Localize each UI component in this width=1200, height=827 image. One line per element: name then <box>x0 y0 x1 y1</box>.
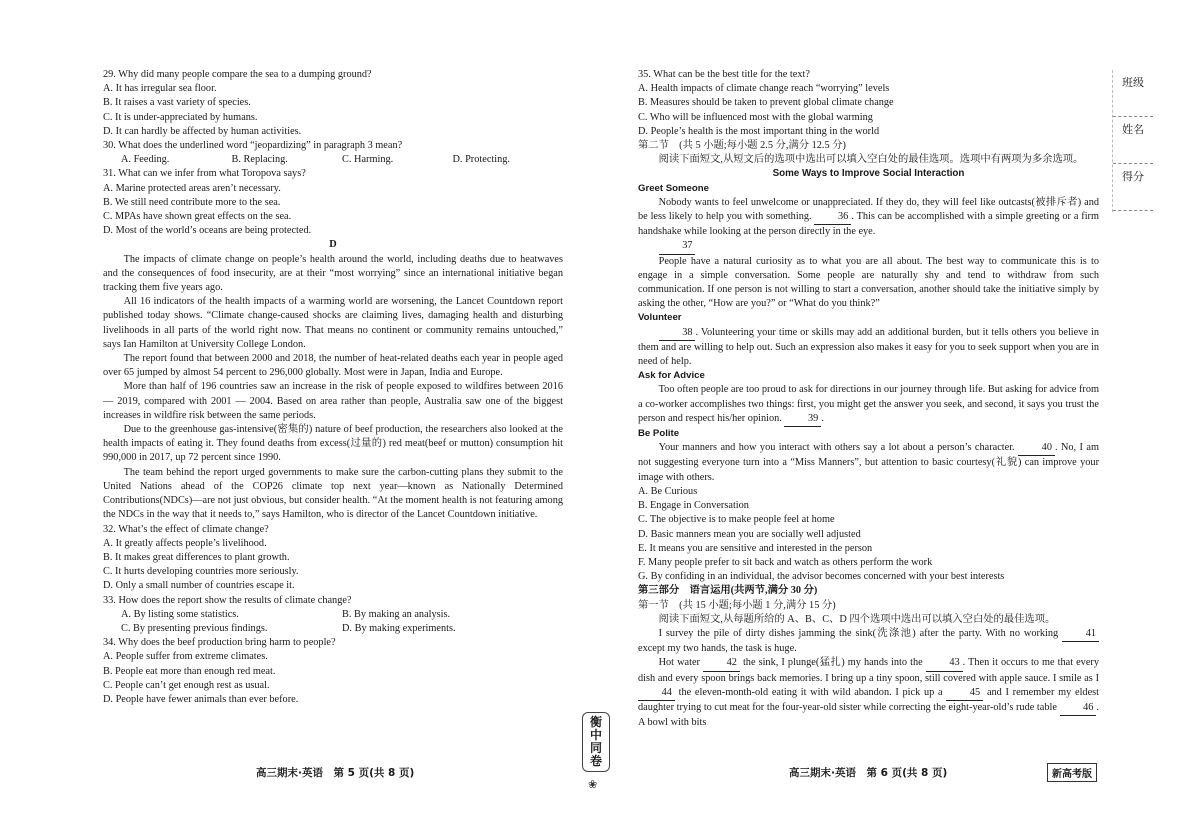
blank-45: 45 <box>946 686 983 701</box>
question-35: 35. What can be the best title for the text? <box>638 69 810 80</box>
edition-badge: 新高考版 <box>1047 763 1097 782</box>
question-32: 32. What’s the effect of climate change? <box>103 523 269 535</box>
paragraph-text: and I remember my eldest daughter trying to cut meat for the four-year-old sister while correcting the eight-year-old’s rude table <box>638 686 1100 713</box>
blank-42: 42 <box>703 656 740 671</box>
q29-option-a: A. It has irregular sea floor. <box>103 83 217 95</box>
paragraph-text: Your manners and how you interact with others say a lot about a person’s character. <box>658 442 1015 454</box>
q33-option-a: A. By listing some statistics. <box>121 608 239 620</box>
blank-40: 40 <box>1018 441 1055 456</box>
blank-44: 44 <box>638 686 675 701</box>
q35-option-c: C. Who will be influenced most with the global warming <box>638 111 873 123</box>
q35-option-d: D. People’s health is the most important thing in the world <box>638 125 880 137</box>
ornament-icon: ❀ <box>588 779 598 791</box>
q32-option-a: A. It greatly affects people’s livelihood. <box>103 537 267 549</box>
q31-option-d: D. Most of the world’s oceans are being protected. <box>103 225 312 237</box>
q33-option-d: D. By making experiments. <box>342 622 456 634</box>
question-31: 31. What can we infer from what Toropova says? <box>103 168 306 180</box>
part-3-heading: 第三部分 语言运用(共两节,满分 30 分) <box>638 585 818 597</box>
passage-paragraph: The impacts of climate change on people’s health around the world, including deaths due to heatwaves and the consequences of food insecurity, are at their “most worrying” since an international initiative began tracking them five years ago. <box>103 253 563 294</box>
q31-option-a: A. Marine protected areas aren’t necessary. <box>103 182 281 194</box>
q29-option-b: B. It raises a vast variety of species. <box>103 97 251 109</box>
paragraph-text: the eleven-month-old eating it with wild abandon. I pick up a <box>678 686 943 698</box>
q31-option-c: C. MPAs have shown great effects on the sea. <box>103 211 292 223</box>
name-field[interactable]: 姓名 <box>1113 117 1153 164</box>
passage-paragraph: Due to the greenhouse gas-intensive(密集的) nature of beef production, the researchers also looked at the health impacts of eating it. They found deaths from excess(过量的) red meat(beef or mutton) consumption hit 990,000 in 2017, up 72 percent since 1990. <box>103 424 563 464</box>
passage-paragraph <box>638 196 1099 240</box>
q30-option-c: C. Harming. <box>342 154 394 166</box>
choice-e: E. It means you are sensitive and interested in the person <box>638 542 873 554</box>
blank-43: 43 <box>926 656 963 671</box>
question-34: 34. Why does the beef production bring harm to people? <box>103 637 336 649</box>
blank-36: 36 <box>814 210 851 225</box>
paragraph-text: except my two hands, the task is huge. <box>638 643 797 655</box>
choice-c: C. The objective is to make people feel at home <box>638 514 835 526</box>
paragraph-text: I survey the pile of dirty dishes jamming the sink(洗涤池) after the party. With no working <box>658 627 1059 639</box>
left-column <box>103 68 563 707</box>
paragraph-text: . No, I am not suggesting everyone turn into a “Miss Manners”, but attention to basic courtesy(礼貌) can improve your image with others. <box>638 442 1099 483</box>
student-info-box <box>1113 70 1153 210</box>
choice-b: B. Engage in Conversation <box>638 500 749 512</box>
question-30: 30. What does the underlined word “jeopardizing” in paragraph 3 mean? <box>103 140 403 152</box>
paragraph-text: Nobody wants to feel unwelcome or unappreciated. If they do, they will feel like outcasts(被排斥者) and be less likely to help you with something. <box>638 196 1099 223</box>
choice-a: A. Be Curious <box>638 485 698 497</box>
passage-paragraph: All 16 indicators of the health impacts of a warming world are worsening, the Lancet Countdown report published today shows. “Climate change-caused shocks are claiming lives, damaging health and disturbing livelihoods in all parts of the world right now. That means no continent or community remains untouched,” says Ian Hamilton at University College London. <box>103 296 563 350</box>
q32-option-b: B. It makes great differences to plant growth. <box>103 551 290 563</box>
question-29: 29. Why did many people compare the sea to a dumping ground? <box>103 69 372 80</box>
blank-38: 38 <box>659 326 696 341</box>
q34-option-b: B. People eat more than enough red meat. <box>103 665 276 677</box>
passage-paragraph <box>638 441 1099 485</box>
choice-g: G. By confiding in an individual, the advisor becomes concerned with your best interests <box>638 571 1005 583</box>
right-column <box>638 68 1099 730</box>
section-d-heading: D <box>329 239 337 251</box>
q30-options <box>121 153 563 167</box>
passage-paragraph <box>638 326 1099 370</box>
choice-d: D. Basic manners mean you are socially well adjusted <box>638 528 861 540</box>
subheading-advice: Ask for Advice <box>638 370 705 382</box>
section-2-heading: 第二节 (共 5 小题;每小题 2.5 分,满分 12.5 分) <box>638 140 846 152</box>
paragraph-text: the sink, I plunge(猛扎) my hands into the <box>742 657 923 669</box>
publisher-stamp: 衡 中 同 卷 <box>582 712 610 772</box>
q29-option-d: D. It can hardly be affected by human activities. <box>103 125 302 137</box>
q34-option-d: D. People have fewer animals than ever before. <box>103 693 299 705</box>
cloze-paragraph <box>638 656 1099 730</box>
choice-f: F. Many people prefer to sit back and watch as others perform the work <box>638 556 933 568</box>
subheading-greet: Greet Someone <box>638 182 709 194</box>
paragraph-text: . A bowl with bits <box>638 701 1099 729</box>
paragraph-text: Too often people are too proud to ask for directions in our journey through life. But asking for advice from a co-worker accomplishes two things: first, you might get the answer you seek, and second, it says you trust the person and respect his/her opinion. <box>638 384 1099 424</box>
q33-options <box>121 608 563 636</box>
q33-option-c: C. By presenting previous findings. <box>121 622 268 634</box>
cloze-paragraph <box>638 627 1099 656</box>
question-33: 33. How does the report show the results of climate change? <box>103 594 352 606</box>
q32-option-c: C. It hurts developing countries more seriously. <box>103 566 299 578</box>
q30-option-a: A. Feeding. <box>121 154 170 166</box>
q29-option-c: C. It is under-appreciated by humans. <box>103 111 258 123</box>
q35-option-a: A. Health impacts of climate change reach “worrying” levels <box>638 83 890 95</box>
paragraph-text: . This can be accomplished with a simple greeting or a firm handshake while looking at the person directly in the eye. <box>638 211 1099 238</box>
q32-option-d: D. Only a small number of countries escape it. <box>103 580 295 592</box>
subheading-volunteer: Volunteer <box>638 312 682 324</box>
paragraph-text: . Volunteering your time or skills may add an additional burden, but it tells others you believe in them and are willing to help out. Such an expression also makes it easy for you to seek support when you are in need of help. <box>638 326 1099 368</box>
passage-paragraph: People have a natural curiosity as to what you are all about. The best way to communicate this is to engage in a simple conversation. Some people are naturally shy and tend to withdraw from such communication. If one person is not willing to start a conversation, another should take the initiative simply by asking the other, “How are you?” or “What do you think?” <box>638 255 1099 310</box>
paragraph-text: . Then it occurs to me that every dish and every spoon brings back memories. I bring up a tiny spoon, still covered with apple sauce. I smile as I <box>638 657 1099 684</box>
q30-option-b: B. Replacing. <box>231 154 288 166</box>
blank-41: 41 <box>1062 627 1099 642</box>
q31-option-b: B. We still need contribute more to the sea. <box>103 196 281 208</box>
blank-46: 46 <box>1060 701 1097 716</box>
class-field[interactable]: 班级 <box>1113 70 1153 117</box>
left-page-footer: 高三期末·英语 第 5 页(共 8 页) <box>256 767 415 779</box>
passage-paragraph: The team behind the report urged governments to make sure the carbon-cutting plans they submit to the United Nations ahead of the COP26 climate top next year—known as Nationally Determined Contributions(NDCs)—are not just obvious, but consider health. “At the moment health is not featuring among the NDCs in the way that it needs to,” says Hamilton, who is director of the Lancet Countdown initiative. <box>103 466 563 521</box>
q30-option-d: D. Protecting. <box>452 154 510 166</box>
q34-option-a: A. People suffer from extreme climates. <box>103 651 268 663</box>
passage-paragraph: Too often people are too proud to ask for directions in our journey through life. But asking for advice from a co-worker accomplishes two things: first, you might get the answer you seek, and second, it says you trust the person and respect his/her opinion. 39 . <box>638 383 1099 427</box>
score-field[interactable]: 得分 <box>1113 164 1153 211</box>
section-2-instructions: 阅读下面短文,从短文后的选项中选出可以填入空白处的最佳选项。选项中有两项为多余选项。 <box>658 154 1084 166</box>
passage-paragraph: More than half of 196 countries saw an increase in the risk of people exposed to wildfires between 2016 — 2019, compared with 2001 — 2004. Based on area rather than people, Australia saw one of the biggest increases in wildfire risk between the same periods. <box>103 381 563 421</box>
section-1-heading: 第一节 (共 15 小题;每小题 1 分,满分 15 分) <box>638 599 836 611</box>
passage-paragraph: The report found that between 2000 and 2018, the number of heat-related deaths each year in people aged over 65 jumped by almost 54 percent to 296,000 globally. Most were in Japan, India and Europe. <box>103 353 563 379</box>
passage-title: Some Ways to Improve Social Interaction <box>772 168 965 180</box>
subheading-polite: Be Polite <box>638 428 680 440</box>
passage-paragraph <box>638 239 1099 254</box>
paragraph-text: Hot water <box>658 657 700 669</box>
blank-37: 37 <box>659 239 696 254</box>
q35-option-b: B. Measures should be taken to prevent global climate change <box>638 97 894 109</box>
right-page-footer: 高三期末·英语 第 6 页(共 8 页) <box>789 767 948 779</box>
q33-option-b: B. By making an analysis. <box>342 608 451 620</box>
blank-39: 39 <box>784 412 821 427</box>
section-1-instructions: 阅读下面短文,从每题所给的 A、B、C、D 四个选项中选出可以填入空白处的最佳选项。 <box>658 613 1056 625</box>
q34-option-c: C. People can’t get enough rest as usual. <box>103 679 270 691</box>
